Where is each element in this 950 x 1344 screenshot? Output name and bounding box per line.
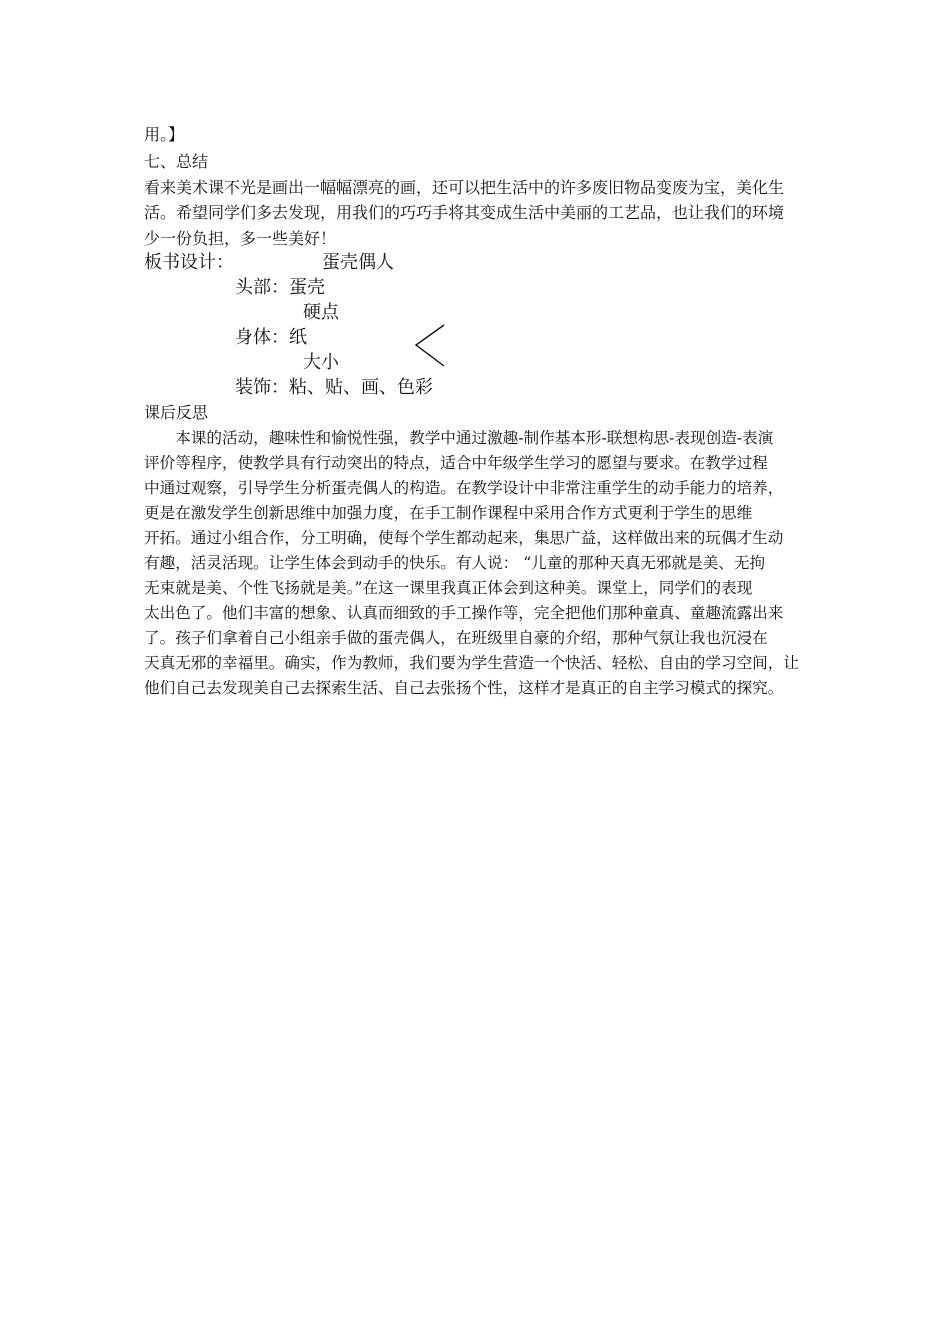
- section-heading-summary: 七、总结: [144, 152, 209, 171]
- board-head-sub: 硬点: [303, 302, 339, 323]
- reflection-line: 开拓。通过小组合作，分工明确，使每个学生都动起来，集思广益，这样做出来的玩偶才生动: [144, 529, 784, 547]
- reflection-line: 太出色了。他们丰富的想象、认真而细致的手工操作等，完全把他们那种童真、童趣流露出来: [144, 604, 784, 622]
- board-body-sub: 大小: [303, 352, 339, 373]
- summary-line: 看来美术课不光是画出一幅幅漂亮的画，还可以把生活中的许多废旧物品变废为宝，美化生: [144, 178, 785, 197]
- board-design-label: 板书设计：: [144, 252, 234, 273]
- board-design-title: 蛋壳偶人: [322, 252, 394, 273]
- reflection-paragraph: [144, 426, 824, 701]
- reflection-line: 本课的活动，趣味性和愉悦性强，教学中通过激趣-制作基本形-联想构思-表现创造-表演: [175, 429, 774, 447]
- reflection-line: 他们自己去发现美自己去探索生活、自己去张扬个性，这样才是真正的自主学习模式的探究。: [144, 679, 784, 697]
- summary-line: 少一份负担，多一些美好！: [144, 229, 337, 248]
- reflection-line: 中通过观察，引导学生分析蛋壳偶人的构造。在教学设计中非常注重学生的动手能力的培养，: [144, 479, 784, 497]
- reflection-line: 更是在激发学生创新思维中加强力度，在手工制作课程中采用合作方式更利于学生的思维: [144, 504, 753, 522]
- board-head-line: 头部：蛋壳: [235, 277, 325, 298]
- text-line-end-bracket: 用。】: [144, 125, 185, 144]
- reflection-line: 了。孩子们拿着自己小组亲手做的蛋壳偶人，在班级里自豪的介绍，那种气氛让我也沉浸在: [144, 629, 768, 647]
- board-decor-line: 装饰：粘、贴、画、色彩: [235, 377, 433, 398]
- reflection-line: 评价等程序，使教学具有行动突出的特点，适合中年级学生学习的愿望与要求。在教学过程: [144, 454, 768, 472]
- reflection-line: 有趣，活灵活现。让学生体会到动手的快乐。有人说： “儿童的那种天真无邪就是美、无拘: [144, 554, 766, 572]
- angle-bracket-icon: [414, 325, 448, 367]
- summary-line: 活。希望同学们多去发现，用我们的巧巧手将其变成生活中美丽的工艺品，也让我们的环境: [144, 203, 785, 222]
- section-heading-reflection: 课后反思: [144, 403, 209, 422]
- reflection-line: 天真无邪的幸福里。确实，作为教师，我们要为学生营造一个快活、轻松、自由的学习空间，让: [144, 654, 799, 672]
- board-body-line: 身体：纸: [235, 327, 307, 348]
- reflection-line: 无束就是美、个性飞扬就是美。”在这一课里我真正体会到这种美。课堂上，同学们的表现: [144, 579, 753, 597]
